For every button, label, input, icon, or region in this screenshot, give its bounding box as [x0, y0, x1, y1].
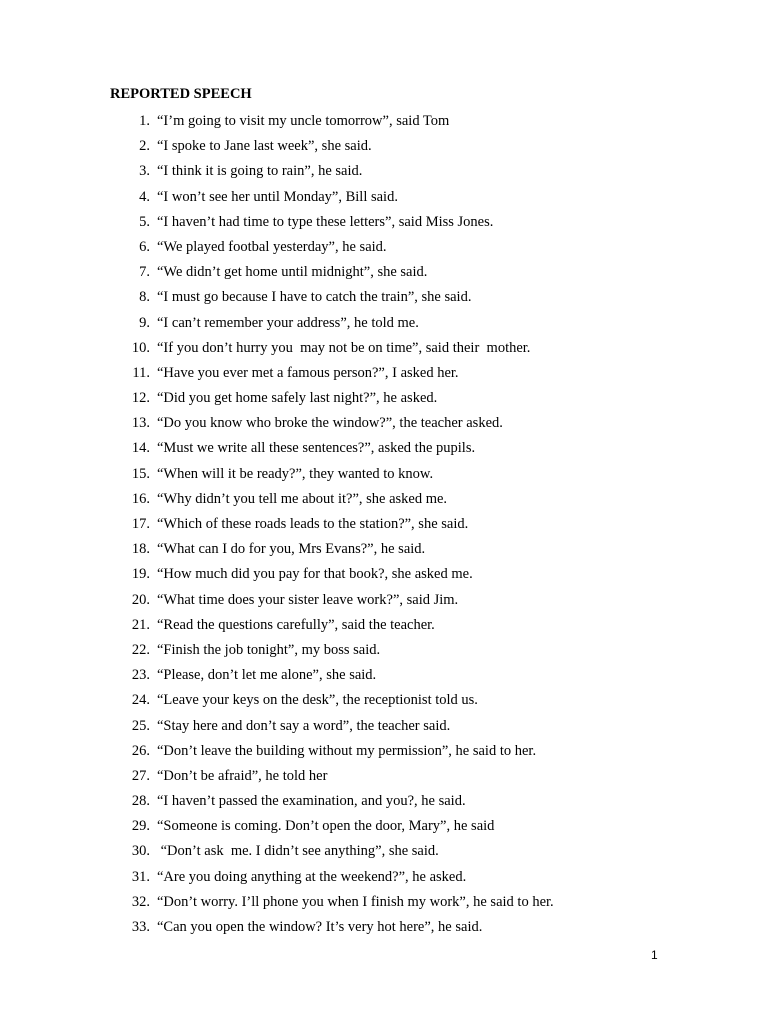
list-item-text: “Which of these roads leads to the station?”, she said. [157, 516, 469, 532]
list-item-number: 3. [139, 163, 150, 180]
list-item-number: 22. [131, 641, 150, 658]
list-item-number: 12. [131, 390, 150, 407]
list-item-number: 29. [131, 818, 150, 835]
list-item-number: 30. [131, 843, 150, 860]
list-item-number: 31. [131, 868, 150, 885]
list-item-text: “I’m going to visit my uncle tomorrow”, said Tom [157, 113, 450, 129]
list-item-text: “I won’t see her until Monday”, Bill said. [157, 188, 398, 205]
list-item-number: 33. [131, 919, 150, 935]
list-item-number: 11. [132, 364, 150, 381]
list-item-text: “Leave your keys on the desk”, the receptionist told us. [157, 692, 478, 709]
list-item-text: “I must go because I have to catch the train”, she said. [157, 289, 472, 306]
list-item-text: “Can you open the window? It’s very hot here”, he said. [157, 919, 483, 935]
list-item-number: 1. [139, 113, 150, 129]
page-number: 1 [651, 948, 658, 962]
list-item-text: “I can’t remember your address”, he told me. [157, 314, 419, 331]
list-item-text: “Do you know who broke the window?”, the teacher asked. [157, 415, 503, 432]
list-item-number: 16. [131, 490, 150, 507]
list-item-number: 23. [131, 667, 150, 684]
list-item-text: “Please, don’t let me alone”, she said. [157, 667, 377, 684]
list-item-number: 8. [139, 289, 150, 306]
document-title: REPORTED SPEECH [110, 86, 252, 102]
list-item-text: “Have you ever met a famous person?”, I asked her. [157, 364, 459, 381]
list-item-text: “Finish the job tonight”, my boss said. [157, 641, 381, 658]
list-item-text: “We played footbal yesterday”, he said. [157, 238, 387, 255]
list-item-text: “I haven’t had time to type these letters”, said Miss Jones. [157, 213, 494, 230]
list-item-text: “When will it be ready?”, they wanted to know. [157, 465, 434, 482]
list-item-number: 25. [131, 717, 150, 734]
list-item-number: 17. [131, 516, 150, 532]
list-item-text: “Don’t be afraid”, he told her [157, 767, 328, 784]
list-item-text: “Read the questions carefully”, said the teacher. [157, 616, 435, 633]
list-item-number: 13. [131, 415, 150, 432]
list-item-number: 28. [131, 793, 150, 810]
list-item-number: 21. [131, 616, 150, 633]
list-item-text: “Don’t leave the building without my permission”, he said to her. [157, 742, 537, 759]
list-item-number: 32. [131, 893, 150, 910]
list-item-text: “Stay here and don’t say a word”, the teacher said. [157, 717, 451, 734]
list-item-text: “Did you get home safely last night?”, he asked. [157, 390, 438, 407]
list-item-number: 15. [131, 465, 150, 482]
list-item-number: 2. [139, 138, 150, 155]
list-item-text: “I spoke to Jane last week”, she said. [157, 138, 372, 155]
list-item-number: 9. [139, 314, 150, 331]
list-item-number: 26. [131, 742, 150, 759]
list-item-text: “What time does your sister leave work?”, said Jim. [157, 591, 459, 608]
list-item-number: 18. [131, 541, 150, 558]
list-item-text: “Must we write all these sentences?”, asked the pupils. [157, 440, 476, 457]
list-item-text: “Don’t worry. I’ll phone you when I finish my work”, he said to her. [157, 893, 554, 910]
list-item-number: 19. [131, 566, 150, 583]
list-item-text: “Don’t ask me. I didn’t see anything”, she said. [157, 843, 439, 860]
list-item-number: 14. [131, 440, 150, 457]
list-item-text: “I haven’t passed the examination, and you?, he said. [157, 793, 466, 810]
list-item-text: “If you don’t hurry you may not be on time”, said their mother. [157, 339, 531, 356]
list-item-text: “Someone is coming. Don’t open the door, Mary”, he said [157, 818, 495, 835]
list-item-number: 10. [131, 339, 150, 356]
list-item-number: 27. [131, 767, 150, 784]
list-item-text: “Are you doing anything at the weekend?”, he asked. [157, 868, 467, 885]
list-item-number: 7. [139, 264, 150, 281]
list-item-number: 6. [139, 238, 150, 255]
list-item-text: “We didn’t get home until midnight”, she said. [157, 264, 428, 281]
list-item-number: 20. [131, 591, 150, 608]
list-item-text: “I think it is going to rain”, he said. [157, 163, 363, 180]
list-item-number: 24. [131, 692, 150, 709]
list-item-text: “Why didn’t you tell me about it?”, she asked me. [157, 490, 448, 507]
list-item-text: “What can I do for you, Mrs Evans?”, he said. [157, 541, 426, 558]
list-item-number: 4. [139, 188, 150, 205]
list-item-text: “How much did you pay for that book?, she asked me. [157, 566, 473, 583]
list-item-number: 5. [139, 213, 150, 230]
